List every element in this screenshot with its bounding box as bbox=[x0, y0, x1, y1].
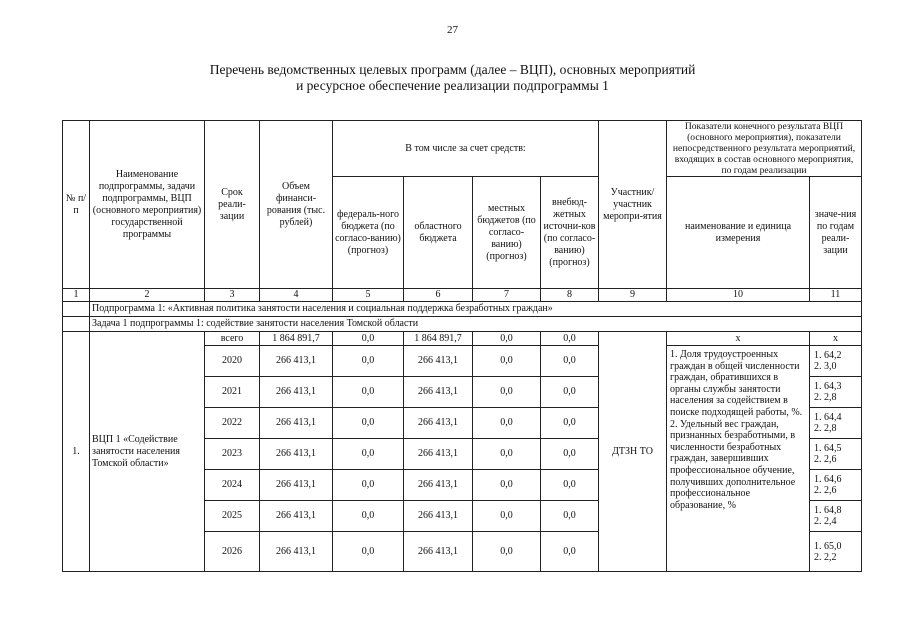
task-row: Задача 1 подпрограммы 1: содействие занятости населения Томской области bbox=[90, 317, 862, 332]
indicator-value-cell bbox=[810, 532, 862, 572]
volume-cell: 1 864 891,7 bbox=[260, 332, 333, 346]
volume-cell: 266 413,1 bbox=[260, 408, 333, 439]
local-cell: 0,0 bbox=[473, 532, 541, 572]
local-cell: 0,0 bbox=[473, 501, 541, 532]
indicator-value-2: 2. 2,2 bbox=[814, 551, 837, 563]
regional-cell: 266 413,1 bbox=[404, 377, 473, 408]
indicator-value-2: 2. 2,6 bbox=[814, 454, 837, 465]
indicator-value-cell bbox=[810, 470, 862, 501]
indicator-value-cell bbox=[810, 377, 862, 408]
header-participant: Участник/ участник меропри-ятия bbox=[599, 121, 667, 289]
item-name: ВЦП 1 «Содействие занятости населения Томской области» bbox=[90, 332, 205, 572]
extra-cell: 0,0 bbox=[541, 408, 599, 439]
federal-cell: 0,0 bbox=[333, 346, 404, 377]
header-indicators-group: Показатели конечного результата ВЦП (основного мероприятия), показатели непосредственного результата мероприятий, входящих в состав основного мероприятия, по годам реализации bbox=[667, 121, 862, 177]
indicator-value-2: 2. 2,8 bbox=[814, 423, 837, 434]
column-number: 11 bbox=[810, 289, 862, 302]
regional-cell: 266 413,1 bbox=[404, 439, 473, 470]
column-number: 7 bbox=[473, 289, 541, 302]
indicator-name-cell: х bbox=[667, 332, 810, 346]
header-volume: Объем финанси-рования (тыс. рублей) bbox=[260, 121, 333, 289]
federal-cell: 0,0 bbox=[333, 501, 404, 532]
extra-cell: 0,0 bbox=[541, 501, 599, 532]
period-cell: 2024 bbox=[205, 470, 260, 501]
local-cell: 0,0 bbox=[473, 408, 541, 439]
regional-cell: 266 413,1 bbox=[404, 470, 473, 501]
federal-cell: 0,0 bbox=[333, 439, 404, 470]
indicator-description: 1. Доля трудоустроенных граждан в общей численности граждан, обратившихся в органы службы занятости населения за содействием в поиске подходящей работы, %. 2. Удельный вес граждан, признанных безработными, в численности безработных граждан, завершивших профессиональное обучение, получивших дополнительное профессиональное образование, % bbox=[667, 346, 810, 572]
header-indicator-values: значе-ния по годам реали-зации bbox=[810, 177, 862, 289]
period-cell: 2025 bbox=[205, 501, 260, 532]
empty-cell bbox=[63, 317, 90, 332]
volume-cell: 266 413,1 bbox=[260, 377, 333, 408]
column-number: 10 bbox=[667, 289, 810, 302]
column-number: 9 bbox=[599, 289, 667, 302]
period-cell: 2023 bbox=[205, 439, 260, 470]
indicator-value-1: 1. 65,0 bbox=[814, 540, 842, 552]
column-number: 1 bbox=[63, 289, 90, 302]
indicator-value-1: 1. 64,2 bbox=[814, 350, 842, 361]
column-number: 5 bbox=[333, 289, 404, 302]
indicator-value-cell: х bbox=[810, 332, 862, 346]
header-local: местных бюджетов (по согласо-ванию) (прогноз) bbox=[473, 177, 541, 289]
extra-cell: 0,0 bbox=[541, 532, 599, 572]
federal-cell: 0,0 bbox=[333, 332, 404, 346]
column-number: 6 bbox=[404, 289, 473, 302]
extra-cell: 0,0 bbox=[541, 332, 599, 346]
federal-cell: 0,0 bbox=[333, 532, 404, 572]
local-cell: 0,0 bbox=[473, 470, 541, 501]
indicator-value-cell bbox=[810, 439, 862, 470]
local-cell: 0,0 bbox=[473, 332, 541, 346]
period-cell: 2022 bbox=[205, 408, 260, 439]
federal-cell: 0,0 bbox=[333, 377, 404, 408]
indicator-value-1: 1. 64,8 bbox=[814, 505, 842, 516]
indicator-value-2: 2. 2,4 bbox=[814, 516, 837, 527]
title-line-2: и ресурсное обеспечение реализации подпрограммы 1 bbox=[296, 78, 609, 93]
regional-cell: 1 864 891,7 bbox=[404, 332, 473, 346]
federal-cell: 0,0 bbox=[333, 470, 404, 501]
period-cell: 2020 bbox=[205, 346, 260, 377]
volume-cell: 266 413,1 bbox=[260, 501, 333, 532]
header-federal: федераль-ного бюджета (по согласо-ванию) (прогноз) bbox=[333, 177, 404, 289]
indicator-value-1: 1. 64,6 bbox=[814, 474, 842, 485]
regional-cell: 266 413,1 bbox=[404, 501, 473, 532]
regional-cell: 266 413,1 bbox=[404, 408, 473, 439]
indicator-value-2: 2. 2,6 bbox=[814, 485, 837, 496]
column-number: 8 bbox=[541, 289, 599, 302]
program-table bbox=[62, 120, 862, 572]
volume-cell: 266 413,1 bbox=[260, 470, 333, 501]
indicator-value-2: 2. 2,8 bbox=[814, 392, 837, 403]
indicator-value-1: 1. 64,3 bbox=[814, 381, 842, 392]
federal-cell: 0,0 bbox=[333, 408, 404, 439]
local-cell: 0,0 bbox=[473, 377, 541, 408]
local-cell: 0,0 bbox=[473, 346, 541, 377]
header-number: № п/п bbox=[63, 121, 90, 289]
extra-cell: 0,0 bbox=[541, 346, 599, 377]
column-number: 2 bbox=[90, 289, 205, 302]
indicator-value-2: 2. 3,0 bbox=[814, 361, 837, 372]
regional-cell: 266 413,1 bbox=[404, 532, 473, 572]
extra-cell: 0,0 bbox=[541, 470, 599, 501]
regional-cell: 266 413,1 bbox=[404, 346, 473, 377]
empty-cell bbox=[63, 302, 90, 317]
local-cell: 0,0 bbox=[473, 439, 541, 470]
period-cell: 2021 bbox=[205, 377, 260, 408]
volume-cell: 266 413,1 bbox=[260, 346, 333, 377]
indicator-value-cell bbox=[810, 408, 862, 439]
header-indicator-name: наименование и единица измерения bbox=[667, 177, 810, 289]
header-extra: внебюд-жетных источни-ков (по согласо-ванию) (прогноз) bbox=[541, 177, 599, 289]
column-number: 4 bbox=[260, 289, 333, 302]
extra-cell: 0,0 bbox=[541, 377, 599, 408]
header-name: Наименование подпрограммы, задачи подпрограммы, ВЦП (основного мероприятия) государственной программы bbox=[90, 121, 205, 289]
document-title bbox=[0, 62, 905, 94]
header-period: Срок реали-зации bbox=[205, 121, 260, 289]
indicator-value-cell bbox=[810, 501, 862, 532]
indicator-value-1: 1. 64,4 bbox=[814, 412, 842, 423]
extra-cell: 0,0 bbox=[541, 439, 599, 470]
column-numbers-row bbox=[63, 289, 862, 302]
period-cell: всего bbox=[205, 332, 260, 346]
header-regional: областного бюджета bbox=[404, 177, 473, 289]
volume-cell: 266 413,1 bbox=[260, 532, 333, 572]
item-number: 1. bbox=[63, 332, 90, 572]
header-funds-group: В том числе за счет средств: bbox=[333, 121, 599, 177]
total-row bbox=[63, 332, 862, 346]
subprogram-row: Подпрограмма 1: «Активная политика занятости населения и социальная поддержка безработных граждан» bbox=[90, 302, 862, 317]
participant-cell: ДТЗН ТО bbox=[599, 332, 667, 572]
column-number: 3 bbox=[205, 289, 260, 302]
period-cell: 2026 bbox=[205, 532, 260, 572]
page-number: 27 bbox=[447, 24, 458, 36]
indicator-value-cell bbox=[810, 346, 862, 377]
title-line-1: Перечень ведомственных целевых программ (далее – ВЦП), основных мероприятий bbox=[209, 62, 696, 77]
volume-cell: 266 413,1 bbox=[260, 439, 333, 470]
indicator-value-1: 1. 64,5 bbox=[814, 443, 842, 454]
